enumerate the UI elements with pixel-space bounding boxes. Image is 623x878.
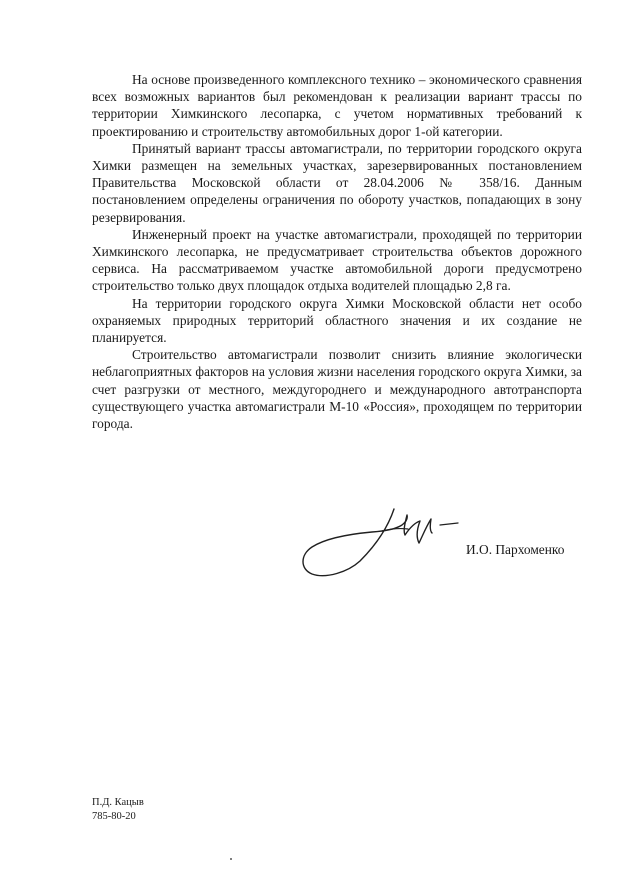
- paragraph-4: На территории городского округа Химки Московской области нет особо охраняемых природных территорий областного значения и их создание не планируется.: [92, 295, 582, 346]
- handwritten-signature: [290, 503, 465, 583]
- executor-phone: 785-80-20: [92, 810, 136, 822]
- paragraph-2: Принятый вариант трассы автомагистрали, по территории городского округа Химки размещен на земельных участках, зарезервированных постановлением Правительства Московской области от 28.04.2006 № 358/16. Данным постановлением определены ограничения по обороту участков, попадающих в зону резервирования.: [92, 140, 582, 225]
- paragraph-5: Строительство автомагистрали позволит снизить влияние экологически неблагоприятных факторов на условия жизни населения городского округа Химки, за счет разгрузки от местного, междугороднего и международного автотранспорта существующего участка автомагистрали М-10 «Россия», проходящем по территории города.: [92, 347, 582, 432]
- letter-body: [92, 71, 582, 432]
- paragraph-3: Инженерный проект на участке автомагистрали, проходящей по территории Химкинского лесопарка, не предусматривает строительства объектов дорожного сервиса. На рассматриваемом участке автомобильной дороги предусмотрено строительство только двух площадок отдыха водителей площадью 2,8 га.: [92, 226, 582, 294]
- signer-name: И.О. Пархоменко: [466, 542, 565, 557]
- executor-block: [92, 796, 144, 823]
- paragraph-1: На основе произведенного комплексного технико – экономического сравнения всех возможных вариантов был рекомендован к реализации вариант трассы по территории Химкинского лесопарка, с учетом нормативных требований к проектированию и строительству автомобильных дорог 1-ой категории.: [92, 72, 582, 139]
- scan-speck: [230, 858, 232, 860]
- executor-name: П.Д. Кацыв: [92, 797, 144, 808]
